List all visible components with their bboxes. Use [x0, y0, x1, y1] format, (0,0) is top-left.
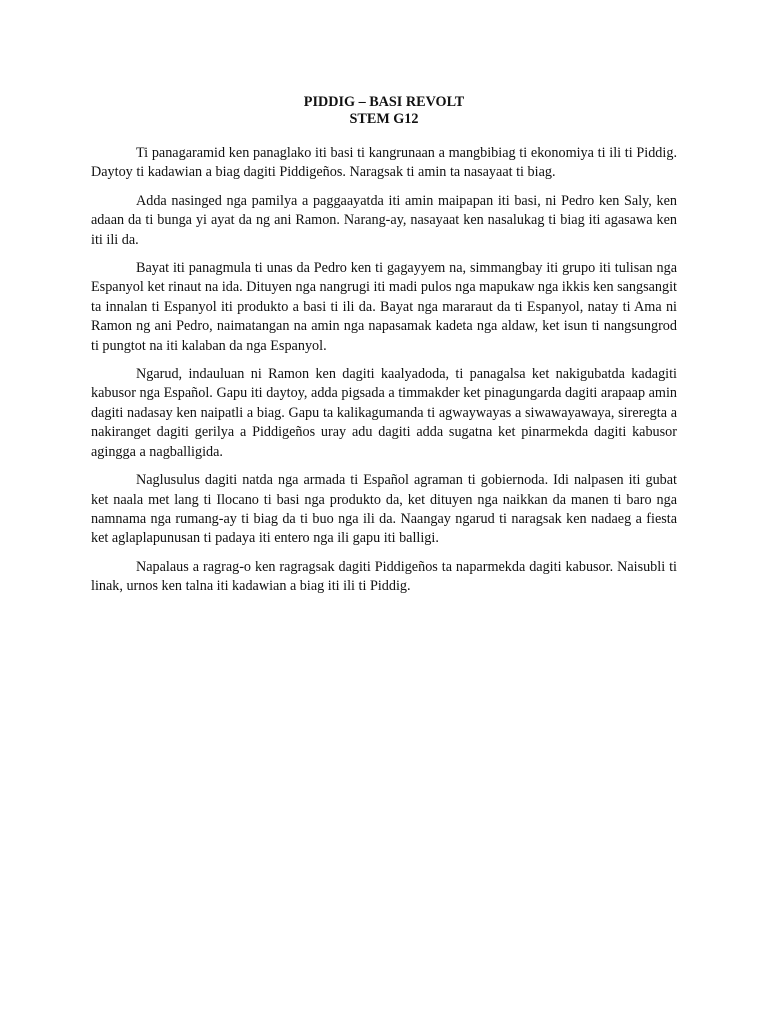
paragraph-5: Naglusulus dagiti natda nga armada ti Español agraman ti gobiernoda. Idi nalpasen iti gubat ket naala met lang ti Ilocano ti basi nga produkto da, ket dituyen nga naikkan da manen ti baro nga namnama nga rumang-ay ti biag da ti buo nga ili da. Naangay ngarud ti naragsak ken nadaeg a fiesta ket aglaplapunusan ti padaya iti entero nga ili gapu iti balligi.: [91, 472, 677, 547]
paragraph-2: Adda nasinged nga pamilya a paggaayatda iti amin maipapan iti basi, ni Pedro ken Saly, ken adaan da ti bunga yi ayat da ng ani Ramon. Narang-ay, nasayaat ken nasalukag ti biag iti agasawa ken iti ili da.: [91, 192, 677, 248]
document-title: PIDDIG – BASI REVOLT: [303, 94, 465, 110]
paragraph-3: Bayat iti panagmula ti unas da Pedro ken ti gagayyem na, simmangbay iti grupo iti tulisan nga Espanyol ket rinaut na ida. Dituyen nga nangrugi iti madi pulos nga mapukaw nga ikkis ken sangsangit ta innalan ti Espanyol iti produkto a basi ti ili da. Bayat nga mararaut da ti Espanyol, natay ti Ama ni Ramon ng ani Pedro, naimatangan na amin nga napasamak kadeta nga aldaw, ket isun ti nangsungrod ti pungtot na iti kalaban da nga Espanyol.: [91, 260, 677, 354]
paragraph-1: Ti panagaramid ken panaglako iti basi ti kangrunaan a mangbibiag ti ekonomiya ti ili ti Piddig. Daytoy ti kadawian a biag dagiti Piddigeños. Naragsak ti amin ta nasayaat ti biag.: [91, 145, 677, 181]
paragraph-4: Ngarud, indauluan ni Ramon ken dagiti kaalyadoda, ti panagalsa ket nakigubatda kadagiti kabusor nga Español. Gapu iti daytoy, adda pigsada a timmakder ket pinagungarda dagiti arapaap amin dagiti nadasay ken naipatli a biag. Gapu ta kalikagumanda ti agwaywayas a siwawayawaya, sireregta a nakiranget dagiti gerilya a Piddigeños uray adu dagiti adda sugatna ket pinarmekda dagiti kabusor agingga a nagballigida.: [91, 366, 677, 460]
paragraph-6: Napalaus a ragrag-o ken ragragsak dagiti Piddigeños ta naparmekda dagiti kabusor. Naisubli ti linak, urnos ken talna iti kadawian a biag iti ili ti Piddig.: [91, 558, 677, 595]
document-subtitle: STEM G12: [349, 111, 419, 127]
title-block: [91, 94, 677, 128]
